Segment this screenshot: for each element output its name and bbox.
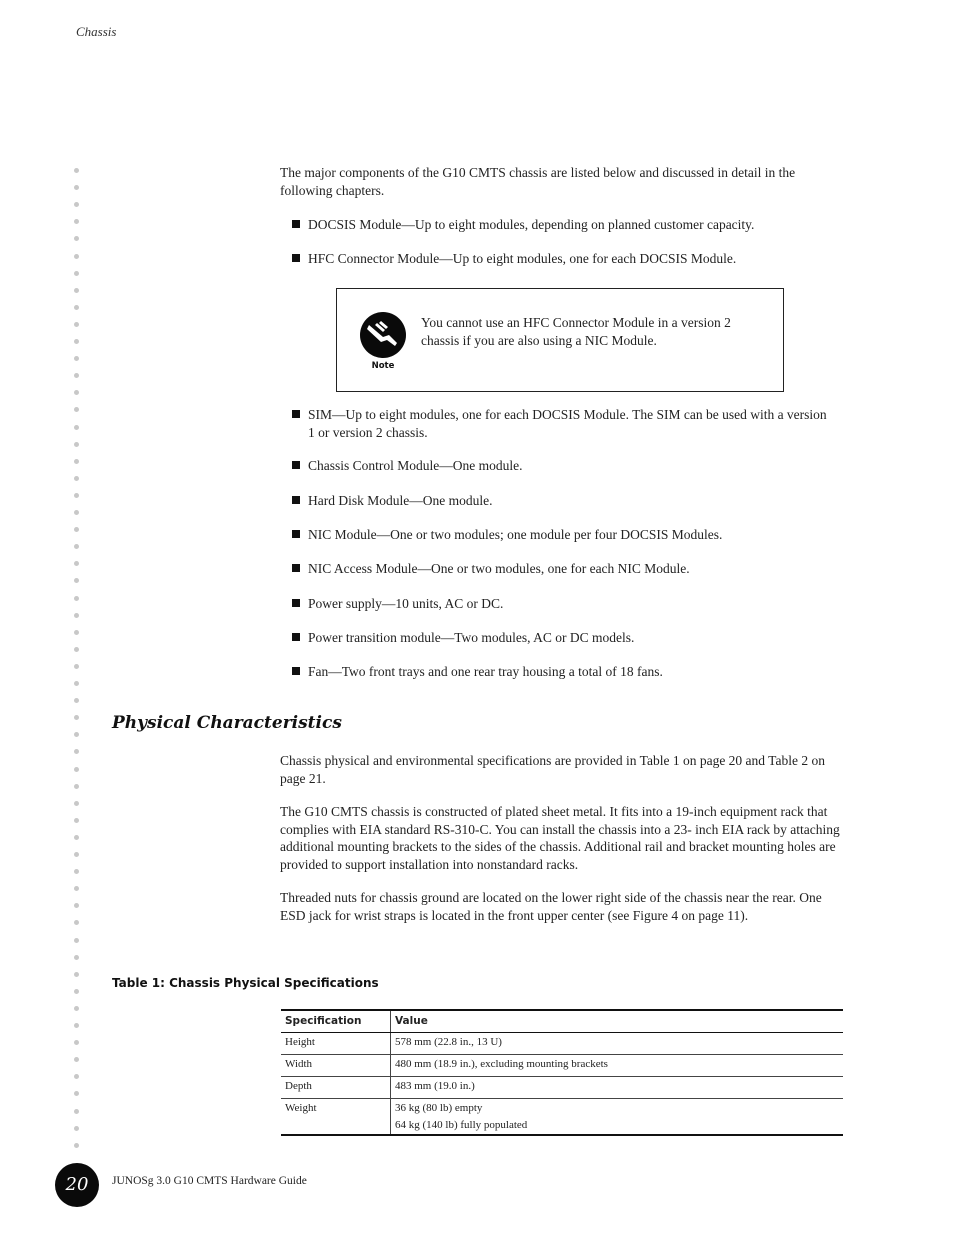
bullet-square-icon bbox=[292, 633, 300, 641]
table-header-row bbox=[281, 1010, 843, 1033]
list-item: Chassis Control Module—One module. bbox=[292, 457, 832, 475]
table-cell: Height bbox=[281, 1033, 391, 1055]
bullet-square-icon bbox=[292, 667, 300, 675]
table-cell: 480 mm (18.9 in.), excluding mounting brackets bbox=[391, 1055, 844, 1077]
margin-dot bbox=[74, 818, 79, 823]
table-cell: Depth bbox=[281, 1077, 391, 1099]
margin-dot bbox=[74, 1057, 79, 1062]
table-cell: Width bbox=[281, 1055, 391, 1077]
bullet-square-icon bbox=[292, 220, 300, 228]
bullet-square-icon bbox=[292, 564, 300, 572]
margin-dot bbox=[74, 1126, 79, 1131]
column-header: Value bbox=[391, 1010, 844, 1033]
margin-dot bbox=[74, 271, 79, 276]
list-item: Fan—Two front trays and one rear tray housing a total of 18 fans. bbox=[292, 663, 832, 681]
margin-dot bbox=[74, 425, 79, 430]
margin-dot bbox=[74, 955, 79, 960]
margin-dot bbox=[74, 1143, 79, 1148]
margin-dot bbox=[74, 442, 79, 447]
table-caption: Table 1: Chassis Physical Specifications bbox=[112, 976, 379, 990]
margin-dot bbox=[74, 476, 79, 481]
running-head: Chassis bbox=[76, 24, 117, 39]
bullet-square-icon bbox=[292, 254, 300, 262]
table-cell bbox=[391, 1099, 844, 1136]
margin-dot bbox=[74, 732, 79, 737]
table-cell: 578 mm (22.8 in., 13 U) bbox=[391, 1033, 844, 1055]
margin-dot bbox=[74, 544, 79, 549]
list-item: DOCSIS Module—Up to eight modules, depending on planned customer capacity. bbox=[292, 216, 832, 234]
table-row bbox=[281, 1099, 843, 1136]
cell-line: 64 kg (140 lb) fully populated bbox=[395, 1119, 528, 1131]
margin-dot bbox=[74, 784, 79, 789]
list-item: HFC Connector Module—Up to eight modules, one for each DOCSIS Module. bbox=[292, 250, 832, 268]
footer-title: JUNOSg 3.0 G10 CMTS Hardware Guide bbox=[112, 1175, 307, 1187]
list-item: SIM—Up to eight modules, one for each DOCSIS Module. The SIM can be used with a version 1 or version 2 chassis. bbox=[292, 406, 832, 441]
bullet-square-icon bbox=[292, 496, 300, 504]
intro-paragraph: The major components of the G10 CMTS chassis are listed below and discussed in detail in the following chapters. bbox=[280, 165, 796, 198]
margin-dot bbox=[74, 219, 79, 224]
margin-dot bbox=[74, 1040, 79, 1045]
margin-dot bbox=[74, 561, 79, 566]
hand-pointing-icon bbox=[359, 311, 407, 359]
section-heading: Physical Characteristics bbox=[112, 713, 342, 733]
margin-dot bbox=[74, 288, 79, 293]
bullet-square-icon bbox=[292, 530, 300, 538]
margin-dot bbox=[74, 647, 79, 652]
margin-dot bbox=[74, 767, 79, 772]
body-paragraph: The G10 CMTS chassis is constructed of plated sheet metal. It fits into a 19-inch equipment rack that complies with EIA standard RS-310-C. You can install the chassis into a 23- inch EIA rack by attaching additional mounting brackets to the sides of the chassis. Additional rail and bracket mounting holes are provided to support installation into nonstandard racks. bbox=[280, 804, 840, 872]
margin-dot bbox=[74, 681, 79, 686]
margin-dot bbox=[74, 903, 79, 908]
margin-dot bbox=[74, 236, 79, 241]
list-item: Power transition module—Two modules, AC or DC models. bbox=[292, 629, 832, 647]
list-item: NIC Access Module—One or two modules, one for each NIC Module. bbox=[292, 560, 832, 578]
list-item: Power supply—10 units, AC or DC. bbox=[292, 595, 832, 613]
margin-dot bbox=[74, 339, 79, 344]
bullet-square-icon bbox=[292, 599, 300, 607]
margin-dot bbox=[74, 1023, 79, 1028]
margin-dot bbox=[74, 801, 79, 806]
table-row bbox=[281, 1033, 843, 1055]
margin-dot bbox=[74, 527, 79, 532]
margin-dot bbox=[74, 459, 79, 464]
margin-dot bbox=[74, 185, 79, 190]
margin-dot bbox=[74, 356, 79, 361]
page-number: 20 bbox=[55, 1163, 99, 1207]
margin-dot bbox=[74, 305, 79, 310]
body-paragraph: Chassis physical and environmental specifications are provided in Table 1 on page 20 and Table 2 on page 21. bbox=[280, 753, 825, 786]
margin-dot bbox=[74, 938, 79, 943]
list-item: NIC Module—One or two modules; one module per four DOCSIS Modules. bbox=[292, 526, 832, 544]
margin-dot bbox=[74, 972, 79, 977]
margin-dot bbox=[74, 1074, 79, 1079]
margin-dot bbox=[74, 373, 79, 378]
margin-dot bbox=[74, 407, 79, 412]
column-header: Specification bbox=[281, 1010, 391, 1033]
list-item: Hard Disk Module—One module. bbox=[292, 492, 832, 510]
table-cell: 483 mm (19.0 in.) bbox=[391, 1077, 844, 1099]
margin-dot bbox=[74, 1109, 79, 1114]
note-text: You cannot use an HFC Connector Module in a version 2 chassis if you are also using a NIC Module. bbox=[421, 315, 731, 348]
margin-dot bbox=[74, 630, 79, 635]
margin-dot bbox=[74, 886, 79, 891]
cell-line: 36 kg (80 lb) empty bbox=[395, 1102, 483, 1114]
margin-dot bbox=[74, 989, 79, 994]
margin-dot bbox=[74, 1006, 79, 1011]
margin-dot bbox=[74, 168, 79, 173]
margin-dot bbox=[74, 749, 79, 754]
bullet-square-icon bbox=[292, 461, 300, 469]
margin-dot bbox=[74, 698, 79, 703]
margin-dot bbox=[74, 920, 79, 925]
bullet-square-icon bbox=[292, 410, 300, 418]
margin-dot bbox=[74, 390, 79, 395]
table-row bbox=[281, 1077, 843, 1099]
margin-dot bbox=[74, 322, 79, 327]
margin-dot bbox=[74, 510, 79, 515]
body-paragraph: Threaded nuts for chassis ground are located on the lower right side of the chassis near the rear. One ESD jack for wrist straps is located in the front upper center (see Figure 4 on page 11). bbox=[280, 890, 822, 923]
table-cell: Weight bbox=[281, 1099, 391, 1136]
margin-dot bbox=[74, 493, 79, 498]
margin-dot bbox=[74, 835, 79, 840]
margin-dot bbox=[74, 202, 79, 207]
margin-dot bbox=[74, 869, 79, 874]
margin-dot bbox=[74, 715, 79, 720]
margin-dot bbox=[74, 596, 79, 601]
note-label: Note bbox=[371, 361, 395, 371]
note-callout bbox=[336, 288, 784, 392]
margin-dot bbox=[74, 613, 79, 618]
margin-dot bbox=[74, 254, 79, 259]
margin-dot bbox=[74, 578, 79, 583]
table-row bbox=[281, 1055, 843, 1077]
margin-dot bbox=[74, 1091, 79, 1096]
margin-dot bbox=[74, 852, 79, 857]
specifications-table bbox=[281, 1009, 843, 1136]
margin-dot bbox=[74, 664, 79, 669]
